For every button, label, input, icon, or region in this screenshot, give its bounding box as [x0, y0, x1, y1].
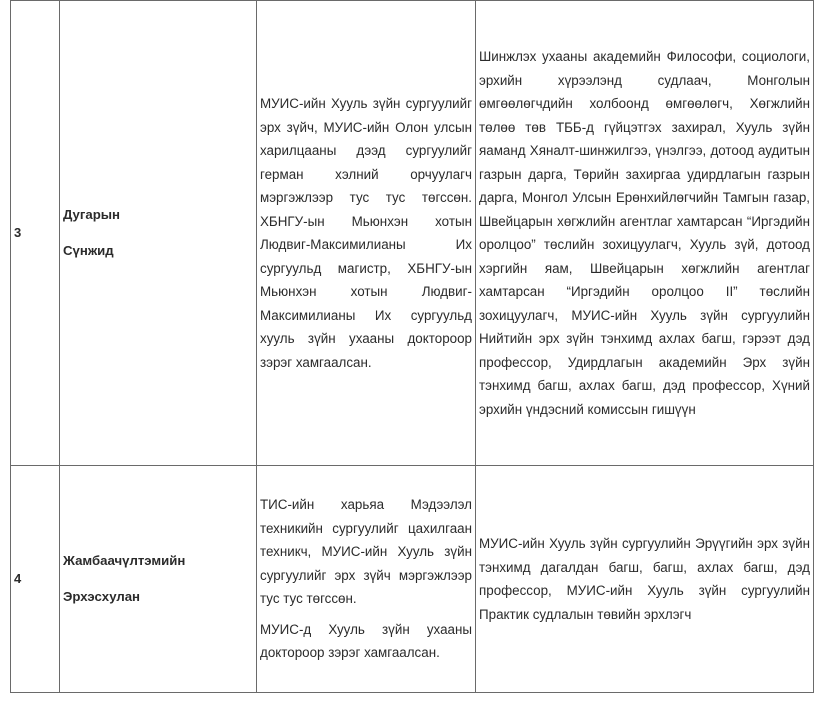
row-number: 3 [11, 1, 60, 466]
candidate-name [60, 466, 257, 693]
row-number: 4 [11, 466, 60, 693]
work-experience-cell: Шинжлэх ухааны академийн Философи, социологи, эрхийн хүрээлэнд судлаач, Монголын өмгөөлөгчдийн холбоонд өмгөөлөгч, Хөгжлийн төлөө төв ТББ-д гүйцэтгэх захирал, Хууль зүйн яаманд Хяналт-шинжилгээ, үнэлгээ, дотоод аудитын газрын дарга, Төрийн захиргаа удирдлагын газрын дарга, Монгол Улсын Ерөнхийлөгчийн Тамгын газар, Швейцарын хөгжлийн агентлаг хамтарсан “Иргэдийн оролцоо” төслийн зохицуулагч, Хууль зүй, дотоод хэргийн яам, Швейцарын хөгжлийн агентлаг хамтарсан “Иргэдийн оролцоо II” төслийн зохицуулагч, МУИС-ийн Хууль зүйн сургуулийн Нийтийн эрх зүйн тэнхимд ахлах багш, гэрээт дэд профессор, Удирдлагын академийн Эрх зүйн тэнхимд багш, ахлах багш, дэд профессор, Хүний эрхийн үндэсний комиссын гишүүн [476, 1, 814, 466]
education-paragraph: ТИС-ийн харьяа Мэдээлэл техникийн сургуулийг цахилгаан техникч, МУИС-ийн Хууль зүйн сургуулийг эрх зүйч мэргэжлээр тус тус төгссөн. [260, 497, 472, 607]
work-experience-cell: МУИС-ийн Хууль зүйн сургуулийн Эрүүгийн эрх зүйн тэнхимд дагалдан багш, багш, ахлах багш, дэд профессор, МУИС-ийн Хууль зүйн сургуулийн Практик судлалын төвийн эрхлэгч [476, 466, 814, 693]
candidate-given-name: Эрхэсхулан [63, 589, 141, 604]
education-paragraph: МУИС-д Хууль зүйн ухааны доктороор зэрэг хамгаалсан. [260, 621, 472, 661]
candidate-surname: Дугарын [63, 207, 121, 222]
candidate-surname: Жамбаачүлтэмийн [63, 553, 186, 568]
table-row [11, 466, 814, 693]
table-row [11, 1, 814, 466]
education-paragraph: МУИС-ийн Хууль зүйн сургуулийг эрх зүйч, МУИС-ийн Олон улсын харилцааны дээд сургуулийг герман хэлний орчуулагч мэргэжлээр тус тус төгссөн. ХБНГУ-ын Мьюнхэн хотын Людвиг-Максимилианы Их сургуульд магистр, ХБНГУ-ын Мьюнхэн хотын Людвиг-Максимилианы Их сургуульд хууль зүйн ухааны доктороор зэрэг хамгаалсан. [260, 96, 472, 370]
education-cell [257, 1, 476, 466]
candidates-table [10, 0, 814, 693]
document-page [10, 0, 814, 694]
education-cell [257, 466, 476, 693]
candidate-name [60, 1, 257, 466]
candidate-given-name: Сүнжид [63, 243, 114, 258]
